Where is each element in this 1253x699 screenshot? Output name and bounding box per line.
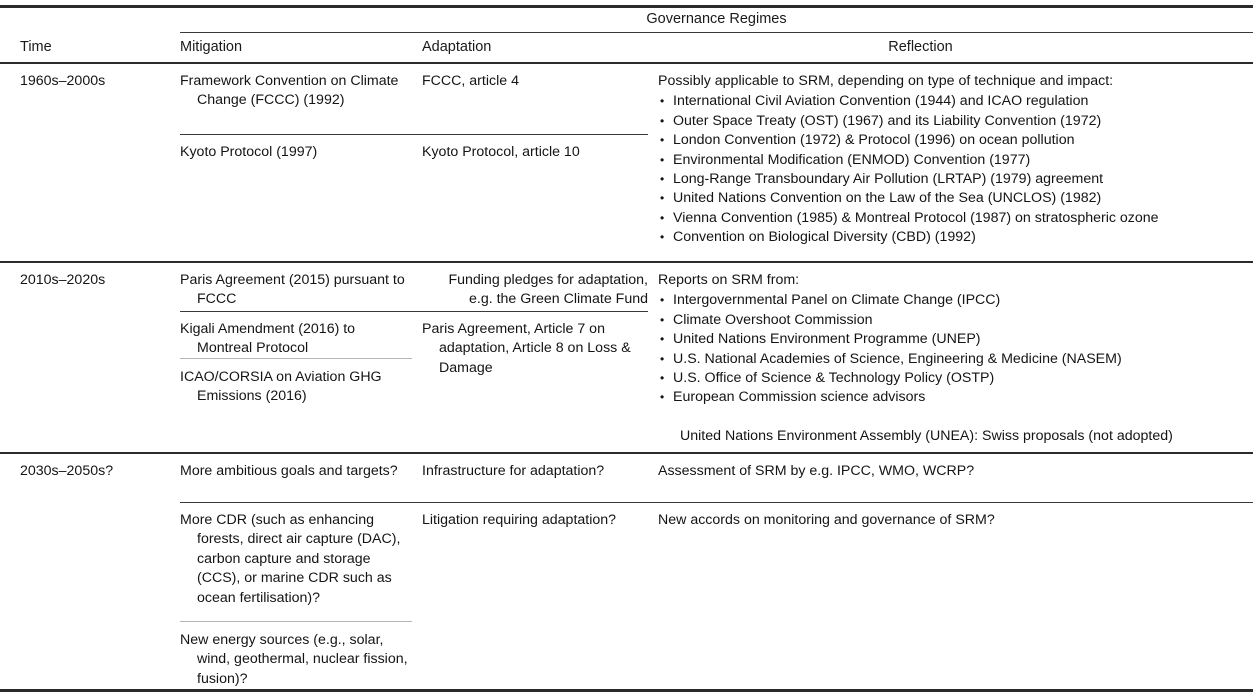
row1-reflection-bullet-list [658, 92, 1248, 247]
list-item: • Vienna Convention (1985) & Montreal Protocol (1987) on stratospheric ozone [658, 209, 1248, 228]
row3-inner-rule-2 [180, 621, 412, 622]
row3-mitigation-item-1: More ambitious goals and targets? [180, 463, 398, 479]
row-time-2010s-2020s: 2010s–2020s [20, 272, 106, 288]
row2-adaptation-item-2: Paris Agreement, Article 7 on adaptation, Article 8 on Loss & Damage [422, 321, 631, 376]
row2-reflection-lede: Reports on SRM from: [658, 272, 800, 288]
row3-adaptation-item-2: Litigation requiring adaptation? [422, 512, 617, 528]
column-header-reflection: Reflection [888, 39, 953, 55]
list-item: • Long-Range Transboundary Air Pollution (LRTAP) (1979) agreement [658, 170, 1248, 189]
list-item: • U.S. Office of Science & Technology Policy (OSTP) [658, 369, 1248, 388]
row1-mitigation-item-2: Kyoto Protocol (1997) [180, 144, 318, 160]
row2-inner-rule-1 [180, 311, 648, 312]
row2-reflection-bullet-list [658, 291, 1248, 407]
row2-reflection-note: United Nations Environment Assembly (UNEA): Swiss proposals (not adopted) [680, 427, 1173, 444]
list-item: • United Nations Convention on the Law of the Sea (UNCLOS) (1982) [658, 189, 1248, 208]
list-item: • Outer Space Treaty (OST) (1967) and its Liability Convention (1972) [658, 112, 1248, 131]
list-item: • Climate Overshoot Commission [658, 311, 1248, 330]
row2-mitigation-item-3: ICAO/CORSIA on Aviation GHG Emissions (2016) [180, 369, 382, 405]
row2-mitigation-item-1: Paris Agreement (2015) pursuant to FCCC [180, 272, 405, 308]
row1-reflection [658, 72, 1248, 248]
column-header-time: Time [20, 39, 52, 55]
row2-row3-separator [0, 452, 1253, 454]
row1-adaptation-item-1: FCCC, article 4 [422, 73, 519, 89]
list-item: • Convention on Biological Diversity (CBD) (1992) [658, 228, 1248, 247]
column-header-adaptation: Adaptation [422, 39, 492, 55]
table-top-border [0, 5, 1253, 8]
row1-adaptation-item-2: Kyoto Protocol, article 10 [422, 144, 580, 160]
list-item: • London Convention (1972) & Protocol (1996) on ocean pollution [658, 131, 1248, 150]
row2-adaptation-item-1: Funding pledges for adaptation, e.g. the Green Climate Fund [448, 272, 648, 308]
row1-mitigation-item-1: Framework Convention on Climate Change (FCCC) (1992) [180, 73, 399, 109]
table-bottom-border [0, 689, 1253, 692]
list-item: • Intergovernmental Panel on Climate Change (IPCC) [658, 291, 1248, 310]
row1-reflection-lede: Possibly applicable to SRM, depending on type of technique and impact: [658, 73, 1114, 89]
list-item: • U.S. National Academies of Science, Engineering & Medicine (NASEM) [658, 350, 1248, 369]
group-header-rule [180, 32, 1253, 33]
list-item: • International Civil Aviation Convention (1944) and ICAO regulation [658, 92, 1248, 111]
row-time-2030s-2050s: 2030s–2050s? [20, 463, 114, 479]
column-header-mitigation: Mitigation [180, 39, 243, 55]
row3-reflection-item-1: Assessment of SRM by e.g. IPCC, WMO, WCRP? [658, 463, 975, 479]
row2-mitigation-item-2: Kigali Amendment (2016) to Montreal Protocol [180, 321, 356, 357]
list-item: • European Commission science advisors [658, 388, 1248, 407]
row1-inner-rule [180, 134, 648, 135]
row-time-1960s-2000s: 1960s–2000s [20, 73, 106, 89]
list-item: • United Nations Environment Programme (UNEP) [658, 330, 1248, 349]
list-item: • Environmental Modification (ENMOD) Convention (1977) [658, 151, 1248, 170]
row1-row2-separator [0, 261, 1253, 263]
group-header-governance-regimes: Governance Regimes [646, 11, 787, 27]
row2-reflection [658, 271, 1248, 446]
row3-inner-rule-1 [180, 502, 1253, 503]
row3-mitigation-item-2: More CDR (such as enhancing forests, direct air capture (DAC), carbon capture and storage (CCS), or marine CDR such as ocean fertilisation)? [180, 512, 401, 606]
row3-reflection-item-2: New accords on monitoring and governance of SRM? [658, 512, 995, 528]
row3-mitigation-item-3: New energy sources (e.g., solar, wind, geothermal, nuclear fission, fusion)? [180, 632, 408, 687]
row3-adaptation-item-1: Infrastructure for adaptation? [422, 463, 605, 479]
header-bottom-border [0, 62, 1253, 64]
